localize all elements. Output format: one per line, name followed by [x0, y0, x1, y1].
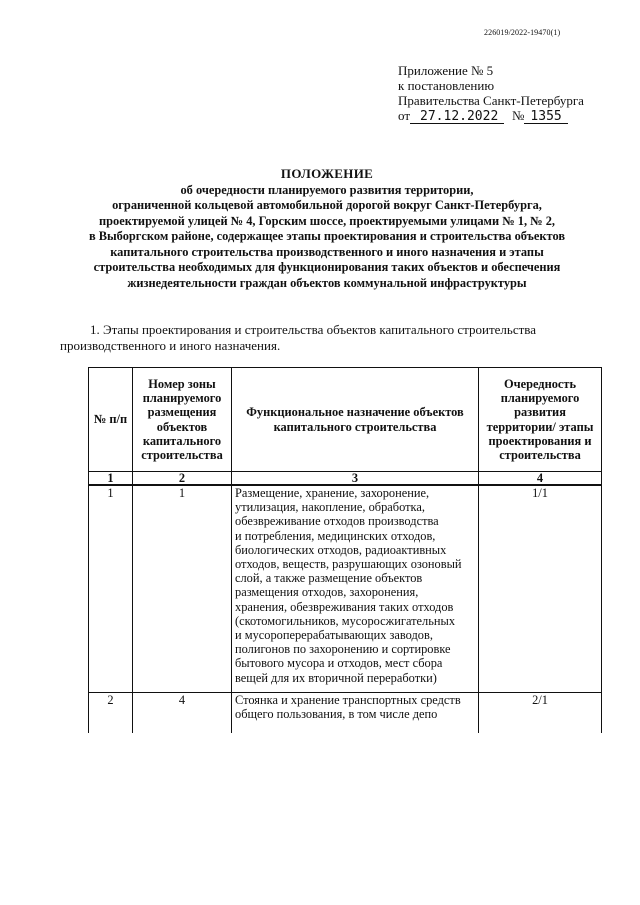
function-description — [232, 485, 479, 693]
description-line: размещения отходов, захоронения, — [235, 585, 419, 600]
appendix-date-line — [398, 108, 618, 124]
description-line: обезвреживание отходов производства — [235, 514, 439, 529]
appendix-title: Приложение № 5 — [398, 63, 494, 78]
function-description — [232, 693, 479, 734]
document-heading — [70, 166, 584, 291]
document-registration-number: 226019/2022-19470(1) — [484, 28, 561, 37]
description-line: отходов, веществ, разрушающих озоновый — [235, 557, 462, 572]
appendix-block — [398, 63, 618, 124]
decree-date: 27.12.2022 — [410, 110, 504, 124]
heading-line: в Выборгском районе, содержащее этапы проектирования и строительства объектов — [88, 229, 566, 243]
column-number: 2 — [133, 472, 232, 486]
row-number: 1 — [89, 485, 133, 693]
paragraph-line-2: производственного и иного назначения. — [60, 338, 281, 353]
description-line: и мусороперерабатывающих заводов, — [235, 628, 433, 643]
appendix-government: Правительства Санкт-Петербурга — [398, 93, 584, 108]
number-label: № — [512, 108, 525, 123]
heading-title: ПОЛОЖЕНИЕ — [280, 166, 374, 181]
description-line: полигонов по захоронению и сортировке — [235, 642, 451, 657]
heading-line: об очередности планируемого развития территории, — [180, 182, 474, 197]
description-line: и потребления, медицинских отходов, — [235, 528, 436, 543]
description-line: биологических отходов, радиоактивных — [235, 542, 447, 557]
table-header-row — [89, 368, 602, 472]
heading-line: строительства необходимых для функционирования таких объектов и обеспечения — [93, 260, 561, 274]
column-number: 3 — [232, 472, 479, 486]
table-row — [89, 485, 602, 693]
from-label: от — [398, 108, 411, 123]
heading-line: капитального строительства производственного и иного назначения и этапы — [110, 244, 544, 259]
appendix-decree-label: к постановлению — [398, 78, 495, 93]
description-line: утилизация, накопление, обработка, — [235, 500, 425, 515]
paragraph-line-1: 1. Этапы проектирования и строительства объектов капитального строительства — [90, 322, 537, 337]
stage-value: 1/1 — [479, 485, 602, 693]
stage-value: 2/1 — [479, 693, 602, 734]
zone-number: 1 — [133, 485, 232, 693]
section-paragraph — [60, 322, 600, 354]
description-line: Размещение, хранение, захоронение, — [235, 486, 430, 500]
description-line: (скотомогильников, мусоросжигательных — [235, 613, 456, 628]
heading-line: проектируемой улицей № 4, Горским шоссе, проектируемыми улицами № 1, № 2, — [98, 213, 556, 228]
description-line: бытового мусора и отходов, мест сбора — [235, 656, 443, 671]
row-number: 2 — [89, 693, 133, 734]
description-line: общего пользования, в том числе депо — [235, 707, 438, 722]
heading-line: ограниченной кольцевой автомобильной дорогой вокруг Санкт-Петербурга, — [112, 198, 542, 212]
description-line: хранения, обезвреживания таких отходов — [235, 599, 454, 614]
header-stage: Очередность планируемого развития территории/ этапы проектирования и строительства — [479, 368, 602, 472]
header-row-number: № п/п — [89, 368, 133, 472]
header-zone-number: Номер зоны планируемого размещения объектов капитального строительства — [133, 368, 232, 472]
table-row — [89, 693, 602, 734]
stages-table — [88, 367, 602, 733]
heading-line: жизнедеятельности граждан объектов коммунальной инфраструктуры — [127, 275, 527, 290]
description-line: вещей для их вторичной переработки) — [235, 670, 437, 685]
column-number: 4 — [479, 472, 602, 486]
column-number: 1 — [89, 472, 133, 486]
column-number-row — [89, 472, 602, 486]
description-line: слой, а также размещение объектов — [235, 571, 423, 586]
decree-number: 1355 — [524, 110, 568, 124]
description-line: Стоянка и хранение транспортных средств — [235, 693, 461, 707]
zone-number: 4 — [133, 693, 232, 734]
header-function: Функциональное назначение объектов капитального строительства — [232, 368, 479, 472]
